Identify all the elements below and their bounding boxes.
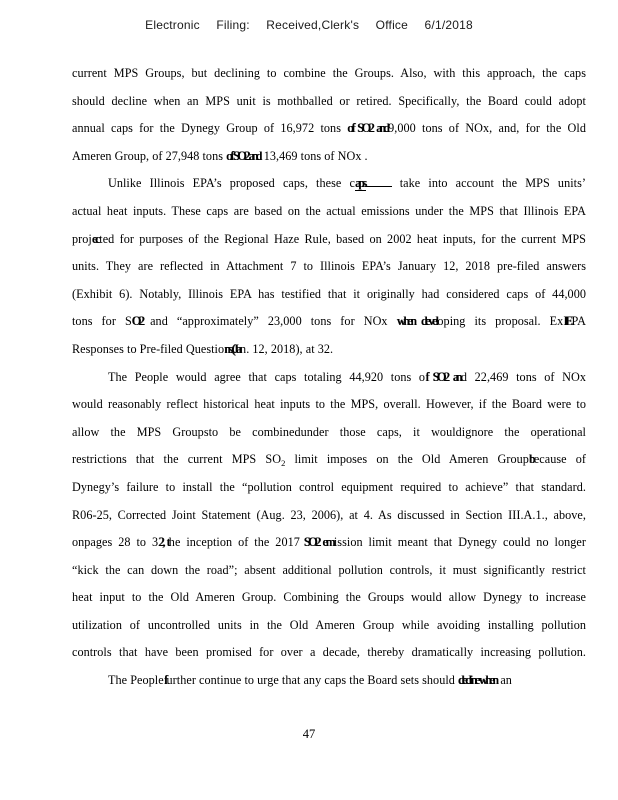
text-segment: d 22,469 tons of NOx xyxy=(460,369,586,384)
text-segment: O2 xyxy=(131,314,150,329)
page-number: 47 xyxy=(302,727,316,741)
text-segment: f SO2 an xyxy=(425,369,460,384)
text-segment: The People would agree that caps totaling 44,920 tons o xyxy=(108,369,426,384)
text-segment: of SO2 and xyxy=(347,121,388,136)
text-line xyxy=(72,446,586,474)
text-segment: urther continue to urge that any caps the Board sets should xyxy=(166,673,459,688)
text-segment xyxy=(366,175,392,188)
text-segment: Ameren Group, of 27,948 tons xyxy=(72,148,227,163)
text-segment: n. 12, 2018), at 32. xyxy=(240,341,334,356)
text-line xyxy=(72,170,586,198)
text-segment: f xyxy=(163,673,166,688)
text-segment: PA xyxy=(571,314,586,329)
text-line xyxy=(72,60,586,88)
text-segment: proj xyxy=(72,231,92,246)
text-segment: should decline when an MPS unit is mothballed or retired. Specifically, the Board could adopt xyxy=(72,93,586,108)
text-line xyxy=(72,364,586,392)
text-line xyxy=(72,529,586,557)
text-line xyxy=(72,281,586,309)
text-segment: The People xyxy=(108,673,164,688)
text-segment: utilization of uncontrolled units in the Old Ameren Group while avoiding installing pollution xyxy=(72,617,586,632)
text-line xyxy=(72,612,586,640)
text-segment: R06-25, Corrected Joint Statement (Aug. 23, 2006), at 4. As discussed in Section III.A.1., above, xyxy=(72,507,586,522)
text-segment: would reasonably reflect historical heat inputs to the MPS, overall. However, if the Board were to xyxy=(72,397,586,412)
text-line xyxy=(72,667,586,695)
text-segment: IE xyxy=(563,314,571,329)
text-segment: allow the MPS Groupsto be combinedunder those caps, it wouldignore the operational xyxy=(72,424,586,439)
document-body xyxy=(72,60,586,695)
text-segment: 2, t xyxy=(158,535,168,550)
text-line xyxy=(72,88,586,116)
text-segment: he inception of the 2017 xyxy=(168,535,300,550)
text-segment: restrictions that the current MPS SO xyxy=(72,452,282,467)
text-line xyxy=(72,226,586,254)
text-line xyxy=(72,474,586,502)
text-segment: of SO2 and xyxy=(226,148,260,163)
text-line xyxy=(72,308,586,336)
text-segment: oping its proposal. Ex xyxy=(437,314,564,329)
text-segment: b xyxy=(528,452,533,467)
text-line xyxy=(72,115,586,143)
text-segment: aps xyxy=(354,176,365,191)
text-line xyxy=(72,639,586,667)
text-segment: annual caps for the Dynegy Group of 16,972 tons xyxy=(72,121,348,136)
text-line xyxy=(72,253,586,281)
text-segment: ns (Ja xyxy=(224,341,240,356)
text-segment: Dynegy’s failure to install the “pollution control equipment required to achieve” that standard. xyxy=(72,479,586,494)
text-segment: onpages 28 to 3 xyxy=(72,535,159,550)
text-segment: “kick the can down the road”; absent additional pollution controls, it must significantly restrict xyxy=(72,562,586,577)
text-line xyxy=(72,584,586,612)
text-line xyxy=(72,502,586,530)
text-segment: limit imposes on the Old Ameren Group xyxy=(285,452,529,467)
text-segment: heat input to the Old Ameren Group. Combining the Groups would allow Dynegy to increase xyxy=(72,590,586,605)
efiling-header: Electronic Filing: Received,Clerk's Office 6/1/2018 xyxy=(145,18,473,32)
text-segment: Responses to Pre-filed Questio xyxy=(72,341,225,356)
text-line xyxy=(72,557,586,585)
text-segment: actual heat inputs. These caps are based on the actual emissions under the MPS that Illinois EPA xyxy=(72,203,586,218)
text-segment: take into account the MPS units’ xyxy=(391,176,586,191)
text-line xyxy=(72,143,586,171)
text-segment: (Exhibit 6). Notably, Illinois EPA has testified that it originally had considered caps of 44,000 xyxy=(72,286,586,301)
text-segment: controls that have been promised for over a decade, thereby dramatically increasing pollution. xyxy=(72,645,586,660)
text-segment: current MPS Groups, but declining to combine the Groups. Also, with this approach, the caps xyxy=(72,66,586,80)
text-line xyxy=(72,336,586,364)
text-segment: 9,000 tons of NOx, and, for the Old xyxy=(388,121,586,136)
text-segment: 13,469 tons of NOx . xyxy=(260,148,368,163)
text-segment: ec xyxy=(91,231,99,246)
text-segment: units. They are reflected in Attachment 7 to Illinois EPA’s January 12, 2018 pre-filed answers xyxy=(72,259,586,274)
text-segment: when devel xyxy=(396,314,437,329)
text-segment: 2 xyxy=(281,458,286,469)
text-segment: an xyxy=(497,673,512,688)
text-line xyxy=(72,198,586,226)
text-segment: decline when xyxy=(458,673,497,688)
text-segment: Unlike Illinois EPA’s proposed caps, these c xyxy=(108,176,355,191)
text-segment: SO2 em xyxy=(299,535,333,550)
text-segment: ecause of xyxy=(533,452,586,467)
text-segment: ission limit meant that Dynegy could no longer xyxy=(333,535,586,550)
text-segment: ted for purposes of the Regional Haze Rule, based on 2002 heat inputs, for the current MPS xyxy=(99,231,586,246)
text-line xyxy=(72,391,586,419)
text-segment: and “approximately” 23,000 tons for NOx xyxy=(150,314,397,329)
text-segment: tons for S xyxy=(72,314,132,329)
text-line xyxy=(72,419,586,447)
